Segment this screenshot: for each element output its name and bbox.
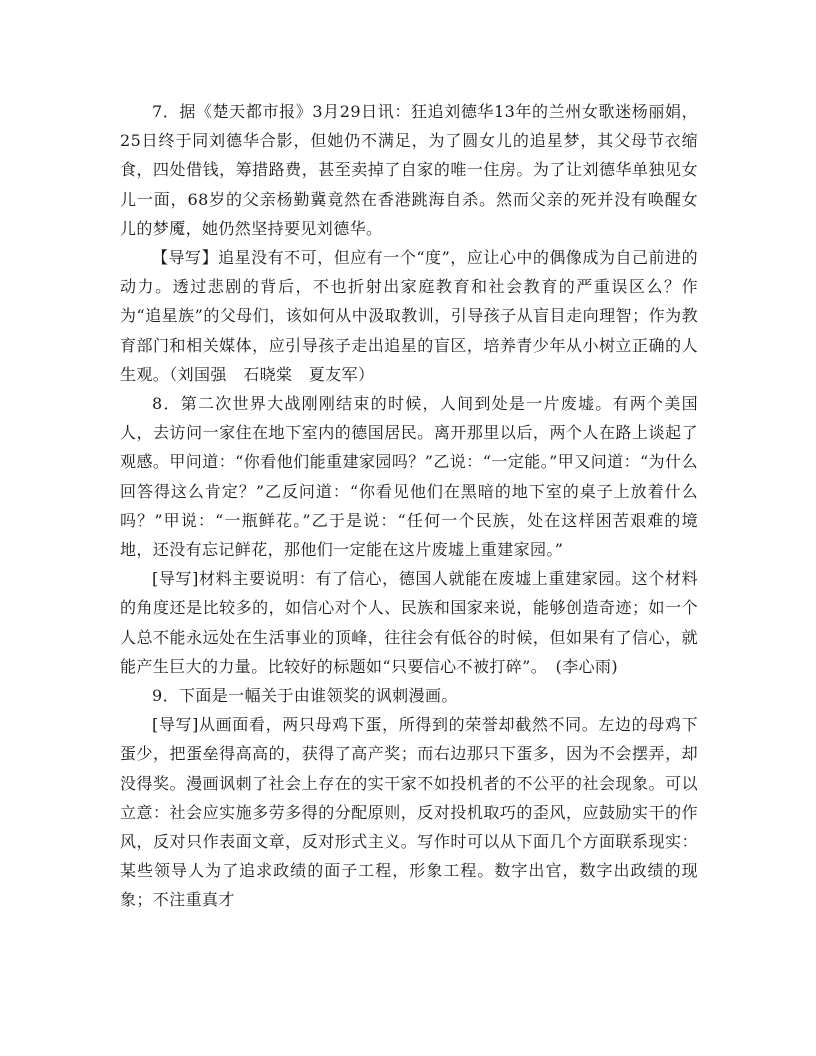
paragraph-guide-7: 【导写】追星没有不可，但应有一个“度”，应让心中的偶像成为自己前进的动力。透过悲剧的背后，不也折射出家庭教育和社会教育的严重误区么？作为“追星族”的父母们，该如何从中汲取教训，引导孩子从盲目走向理智；作为教育部门和相关媒体，应引导孩子走出追星的盲区，培养青少年从小树立正确的人生观。（刘国强 石晓棠 夏友军） xyxy=(120,248,698,384)
paragraph-item-9: 9．下面是一幅关于由谁领奖的讽刺漫画。 xyxy=(152,686,458,706)
paragraph-item-7: 7．据《楚天都市报》3月29日讯：狂追刘德华13年的兰州女歌迷杨丽娟，25日终于同刘德华合影，但她仍不满足，为了圆女儿的追星梦，其父母节衣缩食，四处借钱，筹措路费，甚至卖掉了自家的唯一住房。为了让刘德华单独见女儿一面，68岁的父亲杨勤冀竟然在香港跳海自杀。然而父亲的死并没有唤醒女儿的梦魇，她仍然坚持要见刘德华。 xyxy=(120,102,698,238)
paragraph-item-8: 8．第二次世界大战刚刚结束的时候，人间到处是一片废墟。有两个美国人，去访问一家住在地下室内的德国居民。离开那里以后，两个人在路上谈起了观感。甲问道：“你看他们能重建家园吗？”乙说：“一定能。”甲又问道：“为什么回答得这么肯定？”乙反问道：“你看见他们在黑暗的地下室的桌子上放着什么吗？”甲说：“一瓶鲜花。”乙于是说：“任何一个民族，处在这样困苦艰难的境地，还没有忘记鲜花，那他们一定能在这片废墟上重建家园。” xyxy=(120,394,698,560)
paragraph-guide-8: [导写]材料主要说明：有了信心，德国人就能在废墟上重建家园。这个材料的角度还是比较多的，如信心对个人、民族和国家来说，能够创造奇迹；如一个人总不能永远处在生活事业的顶峰，往往会有低谷的时候，但如果有了信心，就能产生巨大的力量。比较好的标题如“只要信心不被打碎”。 (李心雨) xyxy=(120,569,698,676)
document-body xyxy=(120,97,698,915)
paragraph-guide-9: [导写]从画面看，两只母鸡下蛋，所得到的荣誉却截然不同。左边的母鸡下蛋少，把蛋垒得高高的，获得了高产奖；而右边那只下蛋多，因为不会摆弄，却没得奖。漫画讽刺了社会上存在的实干家不如投机者的不公平的社会现象。可以立意：社会应实施多劳多得的分配原则，反对投机取巧的歪风，应鼓励实干的作风，反对只作表面文章，反对形式主义。写作时可以从下面几个方面联系现实：某些领导人为了追求政绩的面子工程，形象工程。数字出官，数字出政绩的现象；不注重真才 xyxy=(120,715,698,910)
